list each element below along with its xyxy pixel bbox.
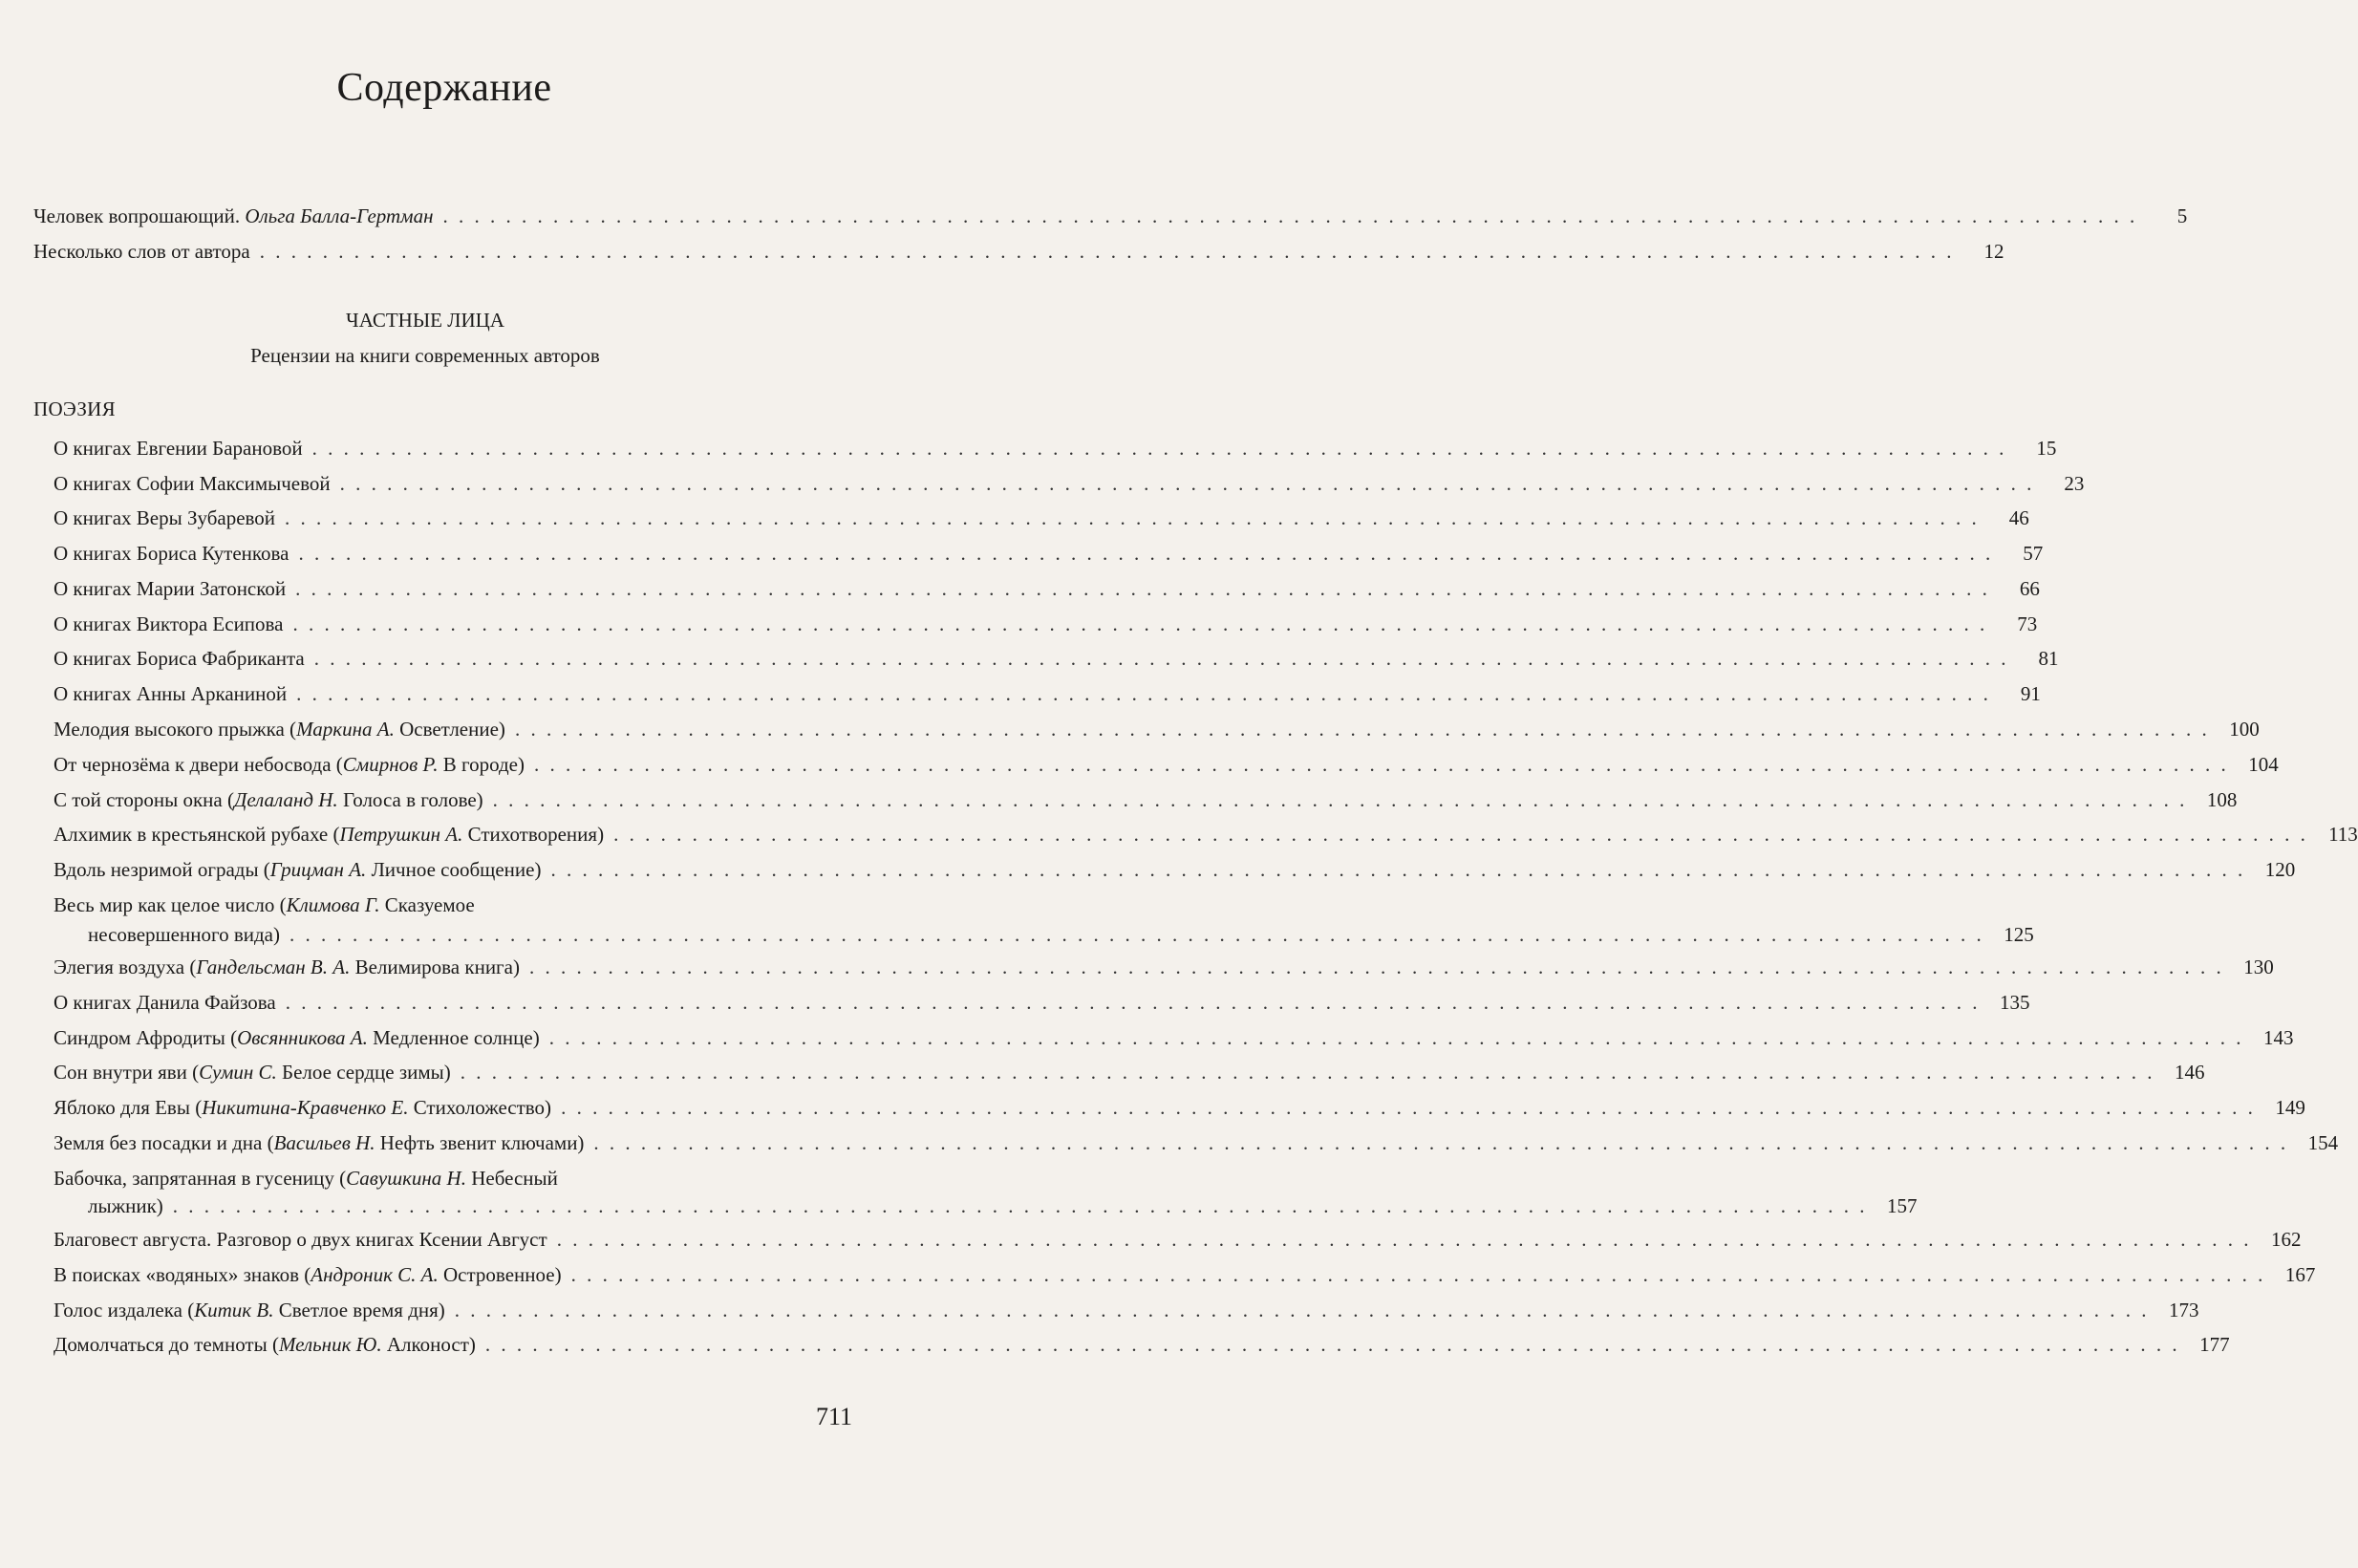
entry-book: Осветление) [394, 718, 505, 741]
entry-title: О книгах Марии Затонской [54, 577, 287, 600]
toc-entry [0, 1164, 1046, 1192]
entry-author: Петрушкин А. [339, 823, 463, 846]
toc-entry [0, 785, 2238, 814]
entry-book: В городе) [438, 753, 525, 776]
entry-title: Сон внутри яви ( [54, 1061, 200, 1084]
entry-page: 143 [2262, 1026, 2294, 1049]
toc-entry [0, 953, 2274, 981]
entry-title: О книгах Веры Зубаревой [54, 506, 276, 529]
entry-title: Элегия воздуха ( [54, 956, 197, 978]
leader-dots [289, 920, 1984, 949]
leader-dots [461, 1058, 2155, 1086]
toc-entry [0, 1260, 2316, 1289]
toc-entry-continuation [0, 1192, 1918, 1220]
leader-dots [455, 1296, 2150, 1324]
entry-title: О книгах Софии Максимычевой [54, 472, 331, 495]
entry-title: О книгах Бориса Кутенкова [54, 542, 289, 565]
entry-author: Ольга Балла-Гертман [245, 204, 434, 227]
entry-text [54, 644, 305, 673]
entry-text [54, 1128, 584, 1157]
entry-title: Бабочка, запрятанная в гусеницу ( [54, 1167, 347, 1190]
entry-author: Андроник С. А. [311, 1263, 439, 1286]
entry-book: Нефть звенит ключами) [375, 1131, 585, 1154]
toc-entry [0, 679, 2041, 708]
entry-text [54, 1330, 476, 1359]
entry-text [54, 988, 276, 1017]
entry-title: Мелодия высокого прыжка ( [54, 718, 297, 741]
entry-author: Савушкина Н. [346, 1167, 466, 1190]
leader-dots [561, 1093, 2256, 1122]
entry-page: 23 [2064, 472, 2085, 495]
entry-book: Светлое время дня) [273, 1299, 445, 1321]
entry-author: Смирнов Р. [342, 753, 439, 776]
toc-entry [0, 1296, 2199, 1324]
leader-dots [550, 855, 2245, 884]
toc-entry [0, 610, 2038, 638]
entry-page: 146 [2175, 1061, 2205, 1084]
part-subtitle: Рецензии на книги современных авторов [250, 344, 600, 367]
entry-author: Маркина А. [296, 718, 395, 741]
leader-dots [293, 610, 1988, 638]
entry-title: Яблоко для Евы ( [54, 1096, 203, 1119]
entry-title: Синдром Афродиты ( [54, 1026, 238, 1049]
entry-book: Медленное солнце) [367, 1026, 540, 1049]
entry-text [54, 785, 483, 814]
entry-page: 57 [2023, 542, 2044, 565]
entry-page: 73 [2017, 612, 2038, 635]
leader-dots [557, 1225, 2252, 1254]
leader-dots [593, 1128, 2288, 1157]
leader-dots [314, 644, 2009, 673]
toc-entry [0, 988, 2030, 1017]
leader-dots [173, 1192, 1868, 1220]
leader-dots [493, 785, 2188, 814]
leader-dots [613, 820, 2308, 848]
entry-page: 130 [2243, 956, 2274, 978]
leader-dots [285, 504, 1980, 532]
entry-text [54, 539, 289, 568]
entry-continuation-text: несовершенного вида) [88, 923, 280, 946]
entry-title: Благовест августа. Разговор о двух книгах Ксении Август [54, 1228, 547, 1251]
entry-text [54, 1058, 451, 1086]
entry-title: Земля без посадки и дна ( [54, 1131, 274, 1154]
toc-entry [0, 434, 2057, 462]
leader-dots [312, 434, 2007, 462]
entry-title: О книгах Евгении Барановой [54, 437, 303, 460]
entry-text [54, 469, 331, 498]
entry-author: Мельник Ю. [278, 1333, 382, 1356]
entry-page: 81 [2038, 647, 2059, 670]
entry-title: Алхимик в крестьянской рубахе ( [54, 823, 340, 846]
entry-title: Вдоль незримой ограды ( [54, 858, 270, 881]
entry-title: О книгах Анны Арканиной [54, 682, 288, 705]
section-label: ПОЭЗИЯ [33, 397, 116, 420]
page-number: 711 [816, 1403, 853, 1430]
entry-book: Белое сердце зимы) [276, 1061, 451, 1084]
toc-entry [0, 1225, 2302, 1254]
entry-author: Китик В. [194, 1299, 274, 1321]
leader-dots [340, 469, 2035, 498]
toc-entry [0, 469, 2085, 498]
entry-title: О книгах Виктора Есипова [54, 612, 284, 635]
entry-author: Васильев Н. [273, 1131, 375, 1154]
entry-page: 154 [2307, 1131, 2339, 1154]
entry-page: 108 [2206, 788, 2238, 811]
toc-entry [0, 715, 2260, 743]
leader-dots [286, 988, 1981, 1017]
entry-page: 162 [2270, 1228, 2302, 1251]
entry-text [54, 1164, 558, 1192]
entry-book: Велимирова книга) [350, 956, 520, 978]
entry-page: 15 [2036, 437, 2057, 460]
entry-title: Домолчаться до темноты ( [54, 1333, 279, 1356]
entry-text [54, 953, 520, 981]
toc-entry-front-1 [0, 237, 2004, 266]
entry-page: 125 [2004, 923, 2034, 946]
toc-entry [0, 504, 2029, 532]
entry-page: 149 [2275, 1096, 2305, 1119]
entry-title: В поисках «водяных» знаков ( [54, 1263, 311, 1286]
entry-title: О книгах Данила Файзова [54, 991, 276, 1014]
toc-entry [0, 574, 2040, 603]
entry-text [54, 1225, 547, 1254]
entry-text: Несколько слов от автора [33, 240, 250, 263]
entry-page: 100 [2229, 718, 2260, 741]
entry-page: 66 [2019, 577, 2040, 600]
toc-entry-continuation [0, 920, 2034, 949]
entry-text [54, 504, 275, 532]
page-title: Содержание [336, 66, 552, 110]
entry-text [54, 574, 286, 603]
entry-author: Климова Г. [286, 893, 380, 916]
leader-dots [571, 1260, 2266, 1289]
toc-entry [0, 1128, 2339, 1157]
entry-text [54, 679, 287, 708]
toc-entry [0, 1058, 2205, 1086]
leader-dots [529, 953, 2224, 981]
leader-dots [442, 202, 2137, 230]
toc-entry-front-0 [0, 202, 2188, 230]
toc-entry [0, 820, 2358, 848]
entry-title: Весь мир как целое число ( [54, 893, 287, 916]
entry-page: 12 [1983, 240, 2004, 263]
entry-continuation-text: лыжник) [88, 1194, 163, 1217]
entry-text [54, 1093, 551, 1122]
entry-text [54, 715, 505, 743]
leader-dots [549, 1023, 2244, 1052]
entry-text [54, 434, 303, 462]
leader-dots [515, 715, 2210, 743]
entry-author: Грицман А. [269, 858, 367, 881]
entry-page: 167 [2284, 1263, 2316, 1286]
toc-entry [0, 644, 2059, 673]
leader-dots [485, 1330, 2180, 1359]
entry-page: 91 [2020, 682, 2041, 705]
entry-text [54, 891, 475, 919]
entry-title: Голос издалека ( [54, 1299, 195, 1321]
entry-book: Стихотворения) [462, 823, 605, 846]
entry-text [54, 1023, 540, 1052]
entry-text [54, 1260, 562, 1289]
entry-text [54, 1296, 445, 1324]
entry-book: Алконост) [381, 1333, 476, 1356]
entry-page: 135 [1999, 991, 2030, 1014]
entry-title: С той стороны окна ( [54, 788, 234, 811]
entry-text [54, 820, 604, 848]
entry-title: О книгах Бориса Фабриканта [54, 647, 305, 670]
leader-dots [260, 237, 1955, 266]
entry-author: Гандельсман В. А. [196, 956, 351, 978]
entry-page: 5 [2176, 204, 2188, 227]
leader-dots [534, 750, 2229, 779]
leader-dots [296, 679, 1991, 708]
entry-page: 120 [2264, 858, 2296, 881]
entry-text [54, 855, 541, 884]
toc-entry [0, 1093, 2305, 1122]
entry-author: Никитина-Кравченко Е. [202, 1096, 409, 1119]
entry-book: Сказуемое [379, 893, 475, 916]
entry-page: 173 [2169, 1299, 2199, 1321]
entry-title: От чернозёма к двери небосвода ( [54, 753, 343, 776]
entry-page: 157 [1887, 1194, 1918, 1217]
entry-book: Стихоложество) [408, 1096, 552, 1119]
entry-book: Голоса в голове) [337, 788, 483, 811]
entry-book: Островенное) [438, 1263, 562, 1286]
entry-book: Личное сообщение) [366, 858, 542, 881]
toc-entry [0, 1330, 2230, 1359]
toc-entry [0, 1023, 2294, 1052]
part-title: ЧАСТНЫЕ ЛИЦА [346, 309, 504, 332]
toc-entry [0, 891, 1046, 919]
entry-text: Человек вопрошающий. [33, 204, 241, 227]
entry-author: Сумин С. [199, 1061, 277, 1084]
toc-entry [0, 855, 2296, 884]
entry-page: 177 [2199, 1333, 2230, 1356]
entry-page: 113 [2328, 823, 2358, 846]
leader-dots [295, 574, 1990, 603]
toc-entry [0, 539, 2044, 568]
leader-dots [298, 539, 1993, 568]
toc-entry [0, 750, 2279, 779]
entry-author: Делаланд Н. [233, 788, 338, 811]
entry-book: Небесный [465, 1167, 558, 1190]
entry-page: 104 [2248, 753, 2279, 776]
entry-text [54, 750, 525, 779]
entry-page: 46 [2008, 506, 2029, 529]
entry-author: Овсянникова А. [237, 1026, 368, 1049]
entry-text [54, 610, 284, 638]
